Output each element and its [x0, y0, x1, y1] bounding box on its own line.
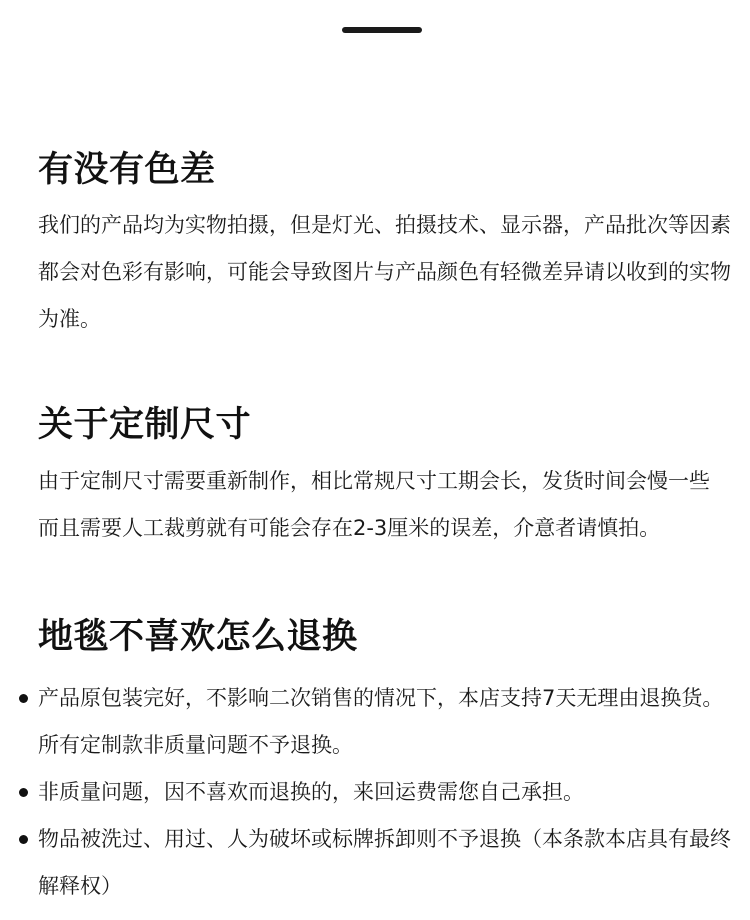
- text-line: 解释权）: [38, 874, 122, 898]
- list-item: [0, 675, 731, 769]
- returns-bullet-list: [0, 675, 731, 910]
- top-divider-bar: [342, 27, 422, 33]
- text-line: 非质量问题，因不喜欢而退换的，来回运费需您自己承担。: [38, 780, 584, 804]
- text-line: 由于定制尺寸需要重新制作，相比常规尺寸工期会长，发货时间会慢一些: [38, 469, 710, 493]
- bullet-dot-icon: [19, 788, 28, 797]
- section-text-custom-size: [38, 458, 710, 552]
- text-line: 而且需要人工裁剪就有可能会存在2-3厘米的误差，介意者请慎拍。: [38, 516, 661, 540]
- list-item: [0, 769, 731, 816]
- bullet-dot-icon: [19, 694, 28, 703]
- text-line: 都会对色彩有影响，可能会导致图片与产品颜色有轻微差异请以收到的实物: [38, 260, 731, 284]
- bullet-dot-icon: [19, 835, 28, 844]
- list-item: [0, 816, 731, 910]
- section-title-color-difference: 有没有色差: [38, 150, 216, 190]
- section-title-returns: 地毯不喜欢怎么退换: [38, 617, 358, 657]
- section-title-custom-size: 关于定制尺寸: [38, 405, 252, 445]
- text-line: 所有定制款非质量问题不予退换。: [38, 733, 353, 757]
- section-text-color-difference: [38, 202, 731, 343]
- text-line: 为准。: [38, 307, 101, 331]
- text-line: 产品原包装完好，不影响二次销售的情况下，本店支持7天无理由退换货。: [38, 686, 724, 710]
- text-line: 物品被洗过、用过、人为破坏或标牌拆卸则不予退换（本条款本店具有最终: [38, 827, 731, 851]
- text-line: 我们的产品均为实物拍摄，但是灯光、拍摄技术、显示器，产品批次等因素: [38, 213, 731, 237]
